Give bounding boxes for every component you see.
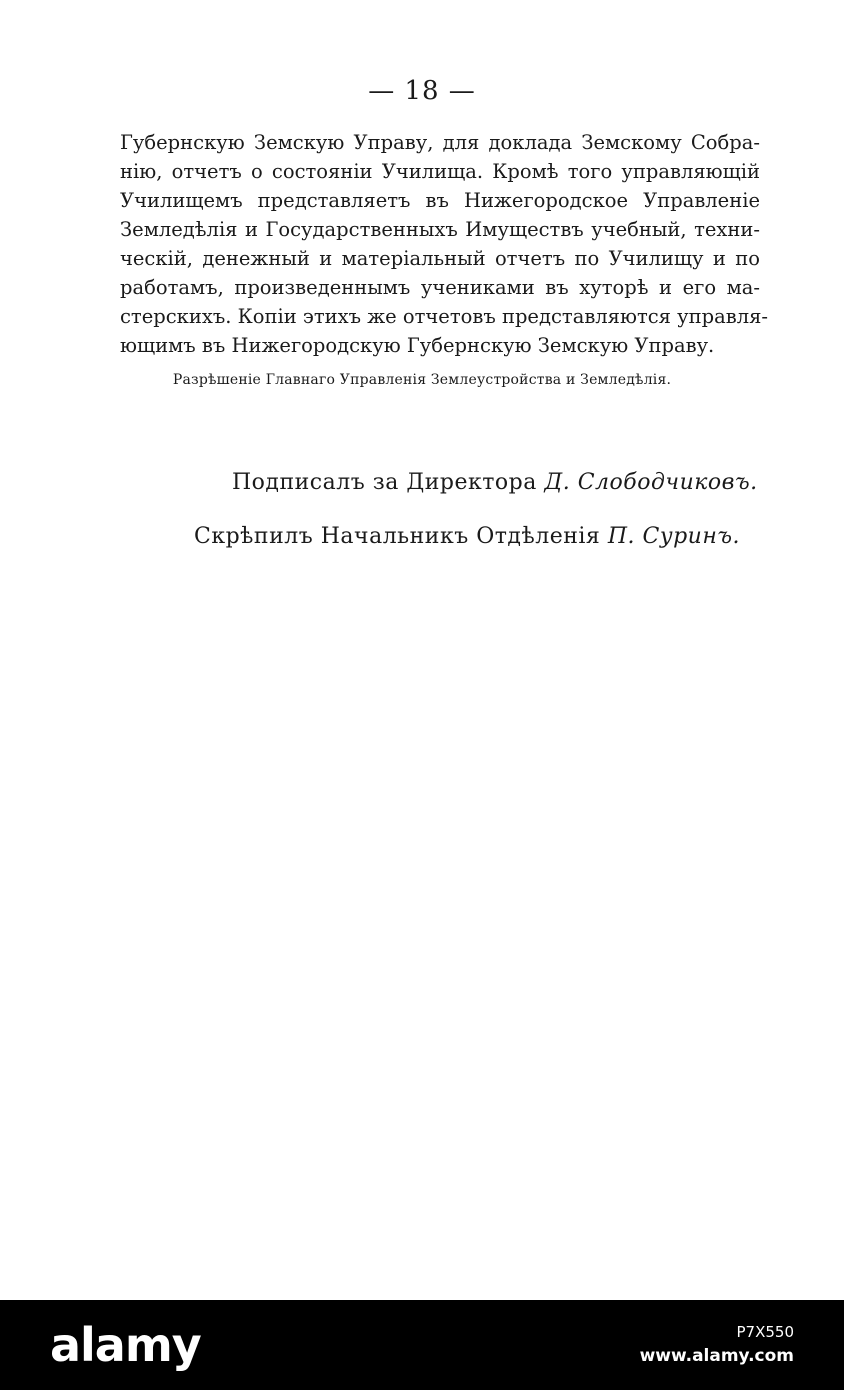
paragraph-line: Губернскую Земскую Управу, для доклада Земскому Собра- [120,131,760,154]
signature-department-head [194,524,740,549]
alamy-logo: alamy [50,1318,201,1372]
paragraph-line: ющимъ въ Нижегородскую Губернскую Земскую Управу. [120,334,715,357]
paragraph-line: Земледѣлія и Государственныхъ Имуществъ учебный, техни- [120,218,760,241]
permission-note: Разрѣшеніе Главнаго Управленія Землеустройства и Земледѣлія. [172,372,672,388]
watermark-footer [0,1300,844,1390]
paragraph-line: Училищемъ представляетъ въ Нижегородское Управленіе [120,189,760,212]
image-id: P7X550 [736,1323,794,1341]
page-number: — 18 — [368,76,476,106]
paragraph [120,128,769,360]
site-url: www.alamy.com [639,1346,794,1366]
image-credit [640,1320,794,1368]
paragraph-line: стерскихъ. Копіи этихъ же отчетовъ представляются управля- [120,305,769,328]
paragraph-line: ческій, денежный и матеріальный отчетъ по Училищу и по [120,247,760,270]
signature-director [232,470,758,495]
signature-role: Скрѣпилъ Начальникъ Отдѣленія [194,524,601,549]
signature-name: П. Суринъ. [607,524,740,549]
paragraph-line: нію, отчетъ о состояніи Училища. Кромѣ того управляющій [120,160,760,183]
paragraph-line: работамъ, произведеннымъ учениками въ хуторѣ и его ма- [120,276,760,299]
signature-role: Подписалъ за Директора [232,470,537,495]
signature-name: Д. Слободчиковъ. [544,470,758,495]
